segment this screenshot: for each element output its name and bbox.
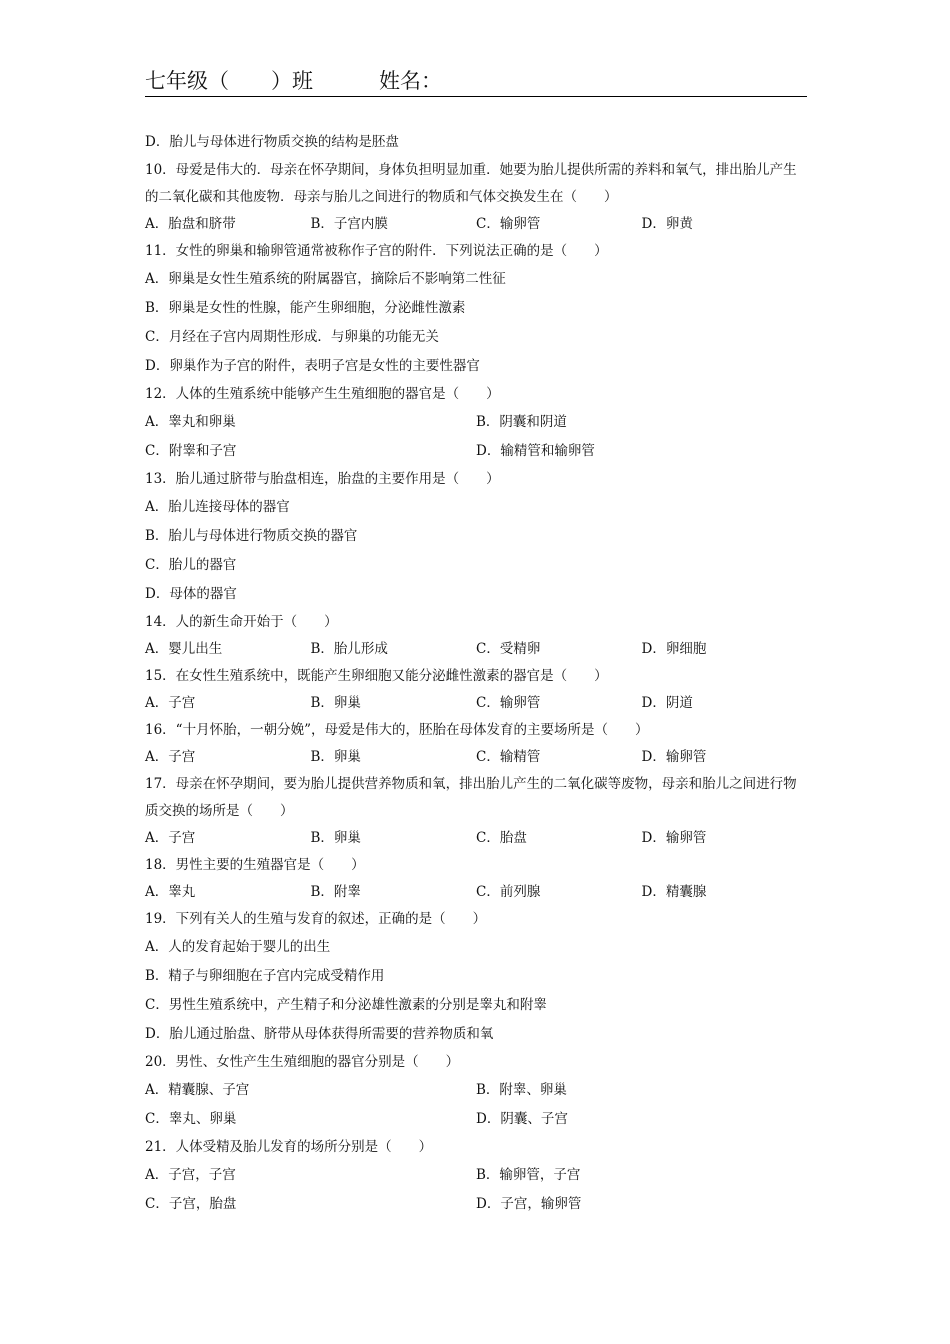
option: B．附睾	[310, 884, 361, 900]
option: B．阴囊和阴道	[476, 414, 567, 430]
options-row	[145, 211, 807, 238]
options-row	[145, 1161, 807, 1190]
option: B．附睾、卵巢	[476, 1082, 567, 1098]
option: B．卵巢	[310, 749, 361, 765]
options-row	[145, 879, 807, 906]
option: D．阴道	[641, 695, 693, 711]
option: D．输精管和输卵管	[476, 443, 595, 459]
question-stem: 11．女性的卵巢和输卵管通常被称作子宫的附件．下列说法正确的是（ ）	[145, 243, 608, 259]
options-row	[145, 825, 807, 852]
option: B．精子与卵细胞在子宫内完成受精作用	[145, 968, 385, 984]
question-stem: 19．下列有关人的生殖与发育的叙述，正确的是（ ）	[145, 911, 487, 927]
option: A．人的发育起始于婴儿的出生	[145, 939, 331, 955]
question-stem: 15．在女性生殖系统中，既能产生卵细胞又能分泌雌性激素的器官是（ ）	[145, 668, 608, 684]
option: D．母体的器官	[145, 586, 237, 602]
option: D．阴囊、子宫	[476, 1111, 568, 1127]
option: C．子宫，胎盘	[145, 1196, 237, 1212]
option: C．附睾和子宫	[145, 443, 237, 459]
question-list	[145, 128, 807, 1219]
option: B．卵巢是女性的性腺，能产生卵细胞，分泌雌性激素	[145, 300, 466, 316]
page-header	[145, 66, 807, 97]
question-stem: 13．胎儿通过脐带与胎盘相连，胎盘的主要作用是（ ）	[145, 471, 500, 487]
option: A．婴儿出生	[145, 641, 223, 657]
option: A．胎盘和脐带	[145, 216, 236, 232]
options-row	[145, 636, 807, 663]
option: C．受精卵	[476, 641, 541, 657]
option: B．输卵管，子宫	[476, 1167, 581, 1183]
option: A．胎儿连接母体的器官	[145, 499, 290, 515]
option: D．精囊腺	[641, 884, 707, 900]
option: A．精囊腺、子宫	[145, 1082, 250, 1098]
option: A．子宫	[145, 830, 196, 846]
question-stem: 18．男性主要的生殖器官是（ ）	[145, 857, 365, 873]
option: C．男性生殖系统中，产生精子和分泌雄性激素的分别是睾丸和附睾	[145, 997, 547, 1013]
options-row	[145, 1105, 807, 1134]
option: A．睾丸	[145, 884, 196, 900]
options-row	[145, 1076, 807, 1105]
options-row	[145, 744, 807, 771]
question-stem: 20．男性、女性产生生殖细胞的器官分别是（ ）	[145, 1054, 460, 1070]
option: A．子宫	[145, 695, 196, 711]
option: A．子宫	[145, 749, 196, 765]
option: D．子宫，输卵管	[476, 1196, 582, 1212]
option: B．胎儿与母体进行物质交换的器官	[145, 528, 358, 544]
option: C．胎盘	[476, 830, 527, 846]
option: B．子宫内膜	[310, 216, 388, 232]
options-row	[145, 437, 807, 466]
question-stem: 14．人的新生命开始于（ ）	[145, 614, 338, 630]
option: D．胎儿通过胎盘、脐带从母体获得所需要的营养物质和氧	[145, 1026, 494, 1042]
option: A．睾丸和卵巢	[145, 414, 236, 430]
question-stem: 16．“十月怀胎，一朝分娩”，母爱是伟大的，胚胎在母体发育的主要场所是（ ）	[145, 722, 649, 738]
option: B．卵巢	[310, 695, 361, 711]
options-row	[145, 690, 807, 717]
options-row	[145, 1190, 807, 1219]
option: D．输卵管	[641, 830, 707, 846]
option: C．胎儿的器官	[145, 557, 237, 573]
question-stem: 17．母亲在怀孕期间，要为胎儿提供营养物质和氧，排出胎儿产生的二氧化碳等废物，母亲和胎儿之间进行物质交换的场所是（ ）	[145, 776, 797, 819]
question-stem: 21．人体受精及胎儿发育的场所分别是（ ）	[145, 1139, 433, 1155]
option: C．睾丸、卵巢	[145, 1111, 237, 1127]
option: B．卵巢	[310, 830, 361, 846]
option: B．胎儿形成	[310, 641, 388, 657]
option: D．输卵管	[641, 749, 707, 765]
option: C．前列腺	[476, 884, 541, 900]
option: A．子宫，子宫	[145, 1167, 236, 1183]
option: C．月经在子宫内周期性形成．与卵巢的功能无关	[145, 329, 439, 345]
option: D．卵黄	[641, 216, 693, 232]
question-stem: 10．母爱是伟大的．母亲在怀孕期间，身体负担明显加重．她要为胎儿提供所需的养料和氧气，排出胎儿产生的二氧化碳和其他废物．母亲与胎儿之间进行的物质和气体交换发生在（ ）	[145, 162, 797, 205]
option: D．胎儿与母体进行物质交换的结构是胚盘	[145, 134, 399, 150]
option: A．卵巢是女性生殖系统的附属器官，摘除后不影响第二性征	[145, 271, 506, 287]
options-row	[145, 408, 807, 437]
name-label: 姓名：	[379, 69, 442, 93]
option: C．输卵管	[476, 695, 541, 711]
option: D．卵细胞	[641, 641, 707, 657]
option: D．卵巢作为子宫的附件，表明子宫是女性的主要性器官	[145, 358, 480, 374]
class-label: 七年级（ ）班	[145, 69, 313, 93]
question-stem: 12．人体的生殖系统中能够产生生殖细胞的器官是（ ）	[145, 386, 500, 402]
option: C．输精管	[476, 749, 541, 765]
option: C．输卵管	[476, 216, 541, 232]
